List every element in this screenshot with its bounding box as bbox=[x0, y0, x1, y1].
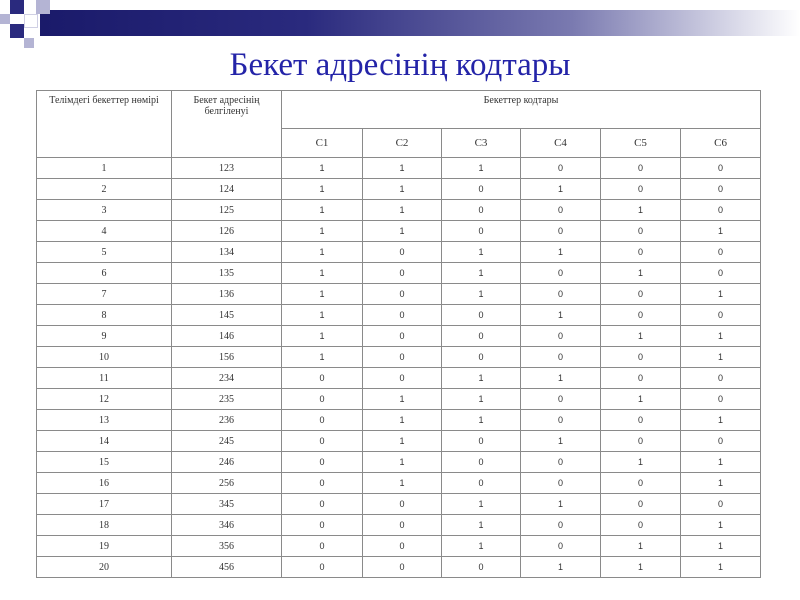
header-code-c6: C6 bbox=[681, 129, 761, 158]
code-c3-cell: 1 bbox=[442, 158, 521, 179]
code-c2-cell: 0 bbox=[363, 242, 442, 263]
address-cell: 236 bbox=[172, 410, 282, 431]
header-code-c3: C3 bbox=[442, 129, 521, 158]
code-c5-cell: 1 bbox=[601, 326, 681, 347]
code-c5-cell: 0 bbox=[601, 158, 681, 179]
code-c4-cell: 0 bbox=[521, 515, 601, 536]
station-codes-table bbox=[36, 90, 761, 578]
code-c1-cell: 1 bbox=[282, 179, 363, 200]
station-number-cell: 17 bbox=[37, 494, 172, 515]
code-c3-cell: 1 bbox=[442, 494, 521, 515]
code-c6-cell: 1 bbox=[681, 452, 761, 473]
header-station-number: Телімдегі бекеттер нөмірі bbox=[37, 91, 172, 158]
table-row bbox=[37, 242, 761, 263]
station-number-cell: 7 bbox=[37, 284, 172, 305]
code-c3-cell: 1 bbox=[442, 242, 521, 263]
code-c6-cell: 0 bbox=[681, 263, 761, 284]
code-c5-cell: 0 bbox=[601, 431, 681, 452]
table-row bbox=[37, 347, 761, 368]
code-c2-cell: 1 bbox=[363, 221, 442, 242]
code-c6-cell: 1 bbox=[681, 221, 761, 242]
code-c2-cell: 1 bbox=[363, 473, 442, 494]
code-c4-cell: 1 bbox=[521, 179, 601, 200]
code-c4-cell: 0 bbox=[521, 473, 601, 494]
address-cell: 145 bbox=[172, 305, 282, 326]
code-c1-cell: 1 bbox=[282, 263, 363, 284]
code-c6-cell: 1 bbox=[681, 410, 761, 431]
code-c5-cell: 0 bbox=[601, 410, 681, 431]
table-row bbox=[37, 200, 761, 221]
code-c6-cell: 0 bbox=[681, 368, 761, 389]
address-cell: 345 bbox=[172, 494, 282, 515]
code-c2-cell: 1 bbox=[363, 389, 442, 410]
address-cell: 235 bbox=[172, 389, 282, 410]
table-row bbox=[37, 494, 761, 515]
table-row bbox=[37, 515, 761, 536]
code-c1-cell: 1 bbox=[282, 284, 363, 305]
code-c2-cell: 0 bbox=[363, 536, 442, 557]
code-c2-cell: 1 bbox=[363, 179, 442, 200]
code-c4-cell: 1 bbox=[521, 305, 601, 326]
station-number-cell: 12 bbox=[37, 389, 172, 410]
decor-square-2 bbox=[36, 0, 50, 14]
table-row bbox=[37, 158, 761, 179]
station-number-cell: 11 bbox=[37, 368, 172, 389]
address-cell: 124 bbox=[172, 179, 282, 200]
code-c3-cell: 1 bbox=[442, 536, 521, 557]
station-number-cell: 14 bbox=[37, 431, 172, 452]
address-cell: 156 bbox=[172, 347, 282, 368]
code-c1-cell: 1 bbox=[282, 200, 363, 221]
code-c3-cell: 0 bbox=[442, 452, 521, 473]
header-codes-group: Бекеттер кодтары bbox=[282, 91, 761, 129]
table-row bbox=[37, 431, 761, 452]
code-c5-cell: 1 bbox=[601, 200, 681, 221]
gradient-band bbox=[40, 10, 800, 36]
code-c6-cell: 0 bbox=[681, 179, 761, 200]
station-number-cell: 2 bbox=[37, 179, 172, 200]
table-row bbox=[37, 221, 761, 242]
station-number-cell: 4 bbox=[37, 221, 172, 242]
code-c4-cell: 0 bbox=[521, 263, 601, 284]
code-c1-cell: 0 bbox=[282, 389, 363, 410]
code-c1-cell: 0 bbox=[282, 452, 363, 473]
header-code-c5: C5 bbox=[601, 129, 681, 158]
code-c2-cell: 1 bbox=[363, 410, 442, 431]
address-cell: 234 bbox=[172, 368, 282, 389]
code-c4-cell: 0 bbox=[521, 284, 601, 305]
code-c1-cell: 0 bbox=[282, 410, 363, 431]
code-c2-cell: 0 bbox=[363, 557, 442, 578]
code-c2-cell: 0 bbox=[363, 347, 442, 368]
header-code-c2: C2 bbox=[363, 129, 442, 158]
code-c3-cell: 1 bbox=[442, 368, 521, 389]
code-c3-cell: 0 bbox=[442, 326, 521, 347]
code-c6-cell: 1 bbox=[681, 326, 761, 347]
address-cell: 136 bbox=[172, 284, 282, 305]
code-c1-cell: 1 bbox=[282, 221, 363, 242]
station-number-cell: 16 bbox=[37, 473, 172, 494]
header-code-c4: C4 bbox=[521, 129, 601, 158]
address-cell: 245 bbox=[172, 431, 282, 452]
code-c5-cell: 0 bbox=[601, 515, 681, 536]
table-row bbox=[37, 389, 761, 410]
code-c6-cell: 1 bbox=[681, 347, 761, 368]
code-c2-cell: 1 bbox=[363, 452, 442, 473]
code-c3-cell: 0 bbox=[442, 347, 521, 368]
table-row bbox=[37, 536, 761, 557]
code-c5-cell: 0 bbox=[601, 494, 681, 515]
code-c2-cell: 0 bbox=[363, 326, 442, 347]
code-c2-cell: 0 bbox=[363, 515, 442, 536]
code-c1-cell: 0 bbox=[282, 431, 363, 452]
code-c1-cell: 0 bbox=[282, 368, 363, 389]
table-row bbox=[37, 326, 761, 347]
code-c1-cell: 1 bbox=[282, 305, 363, 326]
code-c3-cell: 0 bbox=[442, 179, 521, 200]
code-c1-cell: 1 bbox=[282, 347, 363, 368]
header-address-label: Бекет адресінің белгіленуі bbox=[172, 91, 282, 158]
table-row bbox=[37, 179, 761, 200]
table-row bbox=[37, 263, 761, 284]
code-c4-cell: 1 bbox=[521, 494, 601, 515]
station-number-cell: 6 bbox=[37, 263, 172, 284]
code-c4-cell: 0 bbox=[521, 221, 601, 242]
address-cell: 256 bbox=[172, 473, 282, 494]
code-c1-cell: 1 bbox=[282, 326, 363, 347]
code-c3-cell: 0 bbox=[442, 473, 521, 494]
address-cell: 456 bbox=[172, 557, 282, 578]
code-c5-cell: 0 bbox=[601, 179, 681, 200]
table-row bbox=[37, 557, 761, 578]
code-c4-cell: 1 bbox=[521, 431, 601, 452]
code-c5-cell: 1 bbox=[601, 263, 681, 284]
code-c5-cell: 0 bbox=[601, 347, 681, 368]
header-code-c1: C1 bbox=[282, 129, 363, 158]
station-number-cell: 5 bbox=[37, 242, 172, 263]
code-c3-cell: 0 bbox=[442, 200, 521, 221]
address-cell: 246 bbox=[172, 452, 282, 473]
code-c5-cell: 0 bbox=[601, 242, 681, 263]
code-c6-cell: 0 bbox=[681, 305, 761, 326]
code-c1-cell: 0 bbox=[282, 536, 363, 557]
code-c2-cell: 1 bbox=[363, 158, 442, 179]
code-c3-cell: 0 bbox=[442, 557, 521, 578]
code-c4-cell: 0 bbox=[521, 410, 601, 431]
table-row bbox=[37, 473, 761, 494]
code-c6-cell: 1 bbox=[681, 473, 761, 494]
code-c3-cell: 1 bbox=[442, 515, 521, 536]
code-c1-cell: 1 bbox=[282, 158, 363, 179]
code-c1-cell: 1 bbox=[282, 242, 363, 263]
station-number-cell: 1 bbox=[37, 158, 172, 179]
header-decoration bbox=[0, 0, 800, 50]
table-row bbox=[37, 305, 761, 326]
code-c2-cell: 1 bbox=[363, 431, 442, 452]
address-cell: 123 bbox=[172, 158, 282, 179]
code-c4-cell: 1 bbox=[521, 368, 601, 389]
table-row bbox=[37, 284, 761, 305]
code-c5-cell: 1 bbox=[601, 452, 681, 473]
station-number-cell: 9 bbox=[37, 326, 172, 347]
code-c6-cell: 0 bbox=[681, 158, 761, 179]
address-cell: 135 bbox=[172, 263, 282, 284]
address-cell: 134 bbox=[172, 242, 282, 263]
code-c6-cell: 0 bbox=[681, 431, 761, 452]
code-c3-cell: 1 bbox=[442, 389, 521, 410]
code-c4-cell: 0 bbox=[521, 452, 601, 473]
station-number-cell: 15 bbox=[37, 452, 172, 473]
code-c6-cell: 1 bbox=[681, 536, 761, 557]
table-row bbox=[37, 410, 761, 431]
code-c2-cell: 0 bbox=[363, 305, 442, 326]
code-c5-cell: 0 bbox=[601, 221, 681, 242]
code-c6-cell: 1 bbox=[681, 557, 761, 578]
station-number-cell: 13 bbox=[37, 410, 172, 431]
table-row bbox=[37, 452, 761, 473]
decor-square-1 bbox=[10, 0, 24, 14]
code-c3-cell: 1 bbox=[442, 263, 521, 284]
station-number-cell: 8 bbox=[37, 305, 172, 326]
code-c2-cell: 0 bbox=[363, 263, 442, 284]
code-c5-cell: 0 bbox=[601, 284, 681, 305]
code-c4-cell: 0 bbox=[521, 326, 601, 347]
code-c2-cell: 1 bbox=[363, 200, 442, 221]
code-c2-cell: 0 bbox=[363, 284, 442, 305]
code-c5-cell: 0 bbox=[601, 305, 681, 326]
decor-square-3 bbox=[0, 14, 10, 24]
station-number-cell: 20 bbox=[37, 557, 172, 578]
station-number-cell: 18 bbox=[37, 515, 172, 536]
code-c4-cell: 0 bbox=[521, 158, 601, 179]
code-c1-cell: 0 bbox=[282, 473, 363, 494]
code-c4-cell: 0 bbox=[521, 200, 601, 221]
station-number-cell: 19 bbox=[37, 536, 172, 557]
code-c6-cell: 1 bbox=[681, 515, 761, 536]
station-number-cell: 3 bbox=[37, 200, 172, 221]
code-c6-cell: 1 bbox=[681, 284, 761, 305]
decor-square-4 bbox=[24, 14, 38, 28]
code-c5-cell: 0 bbox=[601, 368, 681, 389]
table-body bbox=[37, 158, 761, 578]
address-cell: 356 bbox=[172, 536, 282, 557]
code-c3-cell: 1 bbox=[442, 410, 521, 431]
code-c5-cell: 1 bbox=[601, 389, 681, 410]
code-c5-cell: 1 bbox=[601, 536, 681, 557]
code-c4-cell: 1 bbox=[521, 242, 601, 263]
address-cell: 346 bbox=[172, 515, 282, 536]
code-c1-cell: 0 bbox=[282, 557, 363, 578]
table-row bbox=[37, 368, 761, 389]
code-c6-cell: 0 bbox=[681, 200, 761, 221]
decor-square-5 bbox=[10, 24, 24, 38]
code-c6-cell: 0 bbox=[681, 494, 761, 515]
code-c6-cell: 0 bbox=[681, 389, 761, 410]
address-cell: 146 bbox=[172, 326, 282, 347]
code-c3-cell: 1 bbox=[442, 284, 521, 305]
code-c3-cell: 0 bbox=[442, 431, 521, 452]
code-c4-cell: 0 bbox=[521, 389, 601, 410]
code-c4-cell: 0 bbox=[521, 347, 601, 368]
page-title: Бекет адресінің кодтары bbox=[229, 47, 571, 83]
code-c2-cell: 0 bbox=[363, 494, 442, 515]
code-c5-cell: 0 bbox=[601, 473, 681, 494]
code-c4-cell: 1 bbox=[521, 557, 601, 578]
code-c4-cell: 0 bbox=[521, 536, 601, 557]
station-number-cell: 10 bbox=[37, 347, 172, 368]
code-c3-cell: 0 bbox=[442, 305, 521, 326]
code-c5-cell: 1 bbox=[601, 557, 681, 578]
code-c1-cell: 0 bbox=[282, 494, 363, 515]
code-c2-cell: 0 bbox=[363, 368, 442, 389]
code-c3-cell: 0 bbox=[442, 221, 521, 242]
address-cell: 126 bbox=[172, 221, 282, 242]
code-c1-cell: 0 bbox=[282, 515, 363, 536]
address-cell: 125 bbox=[172, 200, 282, 221]
code-c6-cell: 0 bbox=[681, 242, 761, 263]
